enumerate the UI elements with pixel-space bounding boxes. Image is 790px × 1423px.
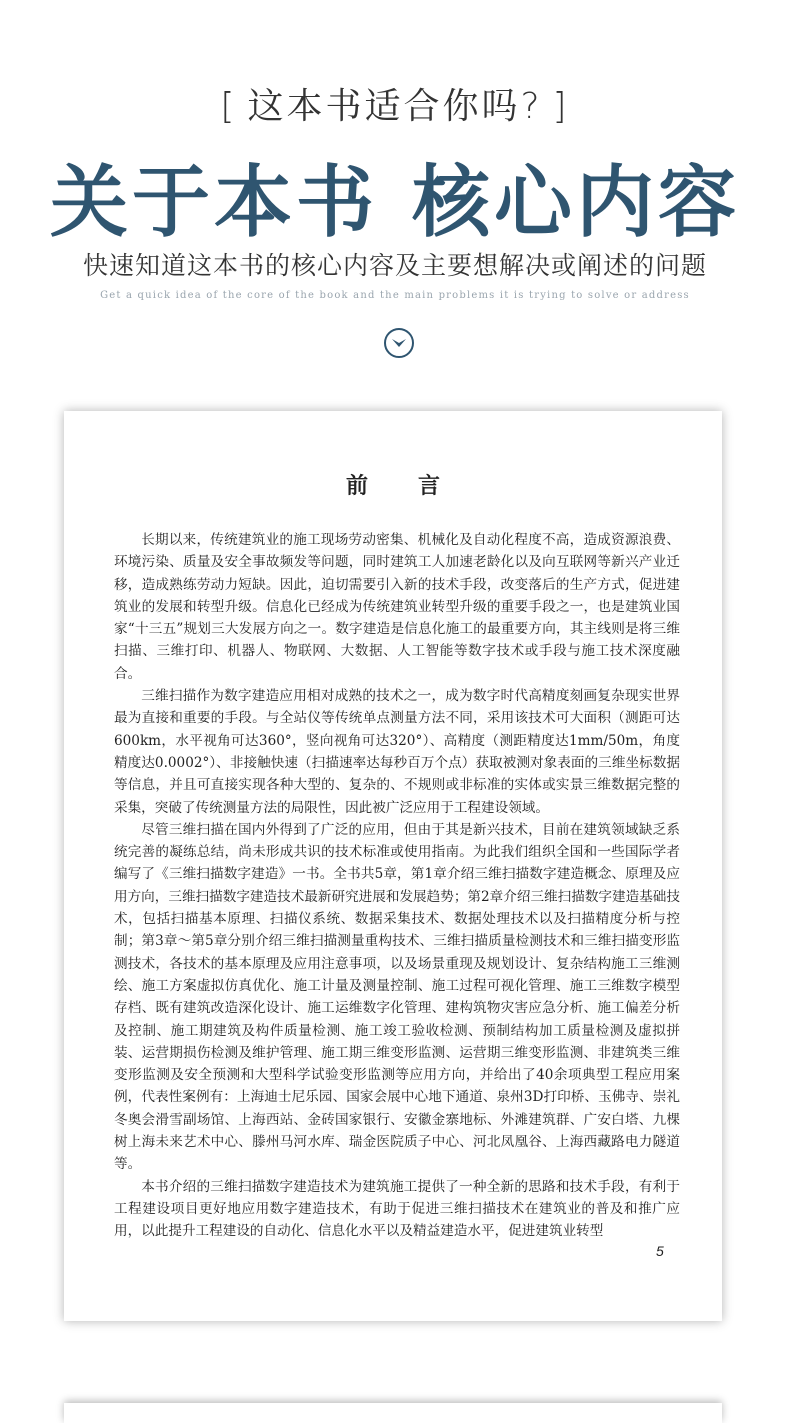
chevron-down-icon bbox=[391, 337, 407, 349]
bracket-title bbox=[0, 78, 790, 129]
paragraph: 尽管三维扫描在国内外得到了广泛的应用，但由于其是新兴技术，目前在建筑领域缺乏系统完善的凝练总结，尚未形成共识的技术标准或使用指南。为此我们组织全国和一些国际学者编写了《三维扫描数字建造》一书。全书共5章，第1章介绍三维扫描数字建造概念、原理及应用方向，三维扫描数字建造技术最新研究进展和发展趋势；第2章介绍三维扫描数字建造基础技术，包括扫描基本原理、扫描仪系统、数据采集技术、数据处理技术以及扫描精度分析与控制；第3章～第5章分别介绍三维扫描测量重构技术、三维扫描质量检测技术和三维扫描变形监测技术，各技术的基本原理及应用注意事项，以及场景重现及规划设计、复杂结构施工三维测绘、施工方案虚拟仿真优化、施工计量及测量控制、施工过程可视化管理、施工三维数字模型存档、既有建筑改造深化设计、施工运维数字化管理、建构筑物灾害应急分析、施工偏差分析及控制、施工期建筑及构件质量检测、施工竣工验收检测、预制结构加工质量检测及虚拟拼装、运营期损伤检测及维护管理、施工期三维变形监测、运营期三维变形监测、非建筑类三维变形监测及安全预测和大型科学试验变形监测等应用方向，并给出了40余项典型工程应用案例，代表性案例有：上海迪士尼乐园、国家会展中心地下通道、泉州3D打印桥、玉佛寺、崇礼冬奥会滑雪副场馆、上海西站、金砖国家银行、安徽金寨地标、外滩建筑群、广安白塔、九棵树上海未来艺术中心、滕州马河水库、瑞金医院质子中心、河北凤凰谷、上海西藏路电力隧道等。 bbox=[114, 821, 680, 1173]
right-bracket: ] bbox=[552, 86, 570, 127]
page-number: 5 bbox=[656, 1243, 664, 1259]
book-page bbox=[64, 411, 722, 1321]
page-body bbox=[114, 529, 680, 1243]
chevron-down-circle-icon[interactable] bbox=[384, 328, 414, 358]
header-section bbox=[0, 0, 790, 410]
main-title bbox=[0, 140, 790, 252]
paragraph: 长期以来，传统建筑业的施工现场劳动密集、机械化及自动化程度不高，造成资源浪费、环境污染、质量及安全事故频发等问题，同时建筑工人加速老龄化以及向互联网等新兴产业迁移，造成熟练劳动力短缺。因此，迫切需要引入新的技术手段，改变落后的生产方式，促进建筑业的发展和转型升级。信息化已经成为传统建筑业转型升级的重要手段之一，也是建筑业国家“十三五”规划三大发展方向之一。数字建造是信息化施工的最重要方向，其主线则是将三维扫描、三维打印、机器人、物联网、大数据、人工智能等数字技术或手段与施工技术深度融合。 bbox=[114, 532, 680, 682]
question-title: 这本书适合你吗? bbox=[247, 86, 543, 127]
next-page-edge bbox=[64, 1403, 722, 1423]
main-title-part1: 关于本书 bbox=[49, 157, 378, 248]
main-title-part2: 核心内容 bbox=[412, 157, 741, 248]
paragraph: 本书介绍的三维扫描数字建造技术为建筑施工提供了一种全新的思路和技术手段，有利于工程建设项目更好地应用数字建造技术，有助于促进三维扫描技术在建筑业的普及和推广应用，以此提升工程建设的自动化、信息化水平以及精益建造水平，促进建筑业转型 bbox=[114, 1178, 680, 1240]
page-title: 前言 bbox=[345, 473, 490, 499]
subtitle-en: Get a quick idea of the core of the book and the main problems it is trying to solve or address bbox=[100, 290, 690, 301]
left-bracket: [ bbox=[220, 86, 238, 127]
subtitle-cn: 快速知道这本书的核心内容及主要想解决或阐述的问题 bbox=[82, 251, 707, 280]
paragraph: 三维扫描作为数字建造应用相对成熟的技术之一，成为数字时代高精度刻画复杂现实世界最为直接和重要的手段。与全站仪等传统单点测量方法不同，采用该技术可大面积（测距可达600km，水平视角可达360°，竖向视角可达320°）、高精度（测距精度达1mm/50m，角度精度达0.0002°）、非接触快速（扫描速率达每秒百万个点）获取被测对象表面的三维坐标数据等信息，并且可直接实现各种大型的、复杂的、不规则或非标准的实体或实景三维数据完整的采集，突破了传统测量方法的局限性，因此被广泛应用于工程建设领域。 bbox=[114, 688, 680, 816]
